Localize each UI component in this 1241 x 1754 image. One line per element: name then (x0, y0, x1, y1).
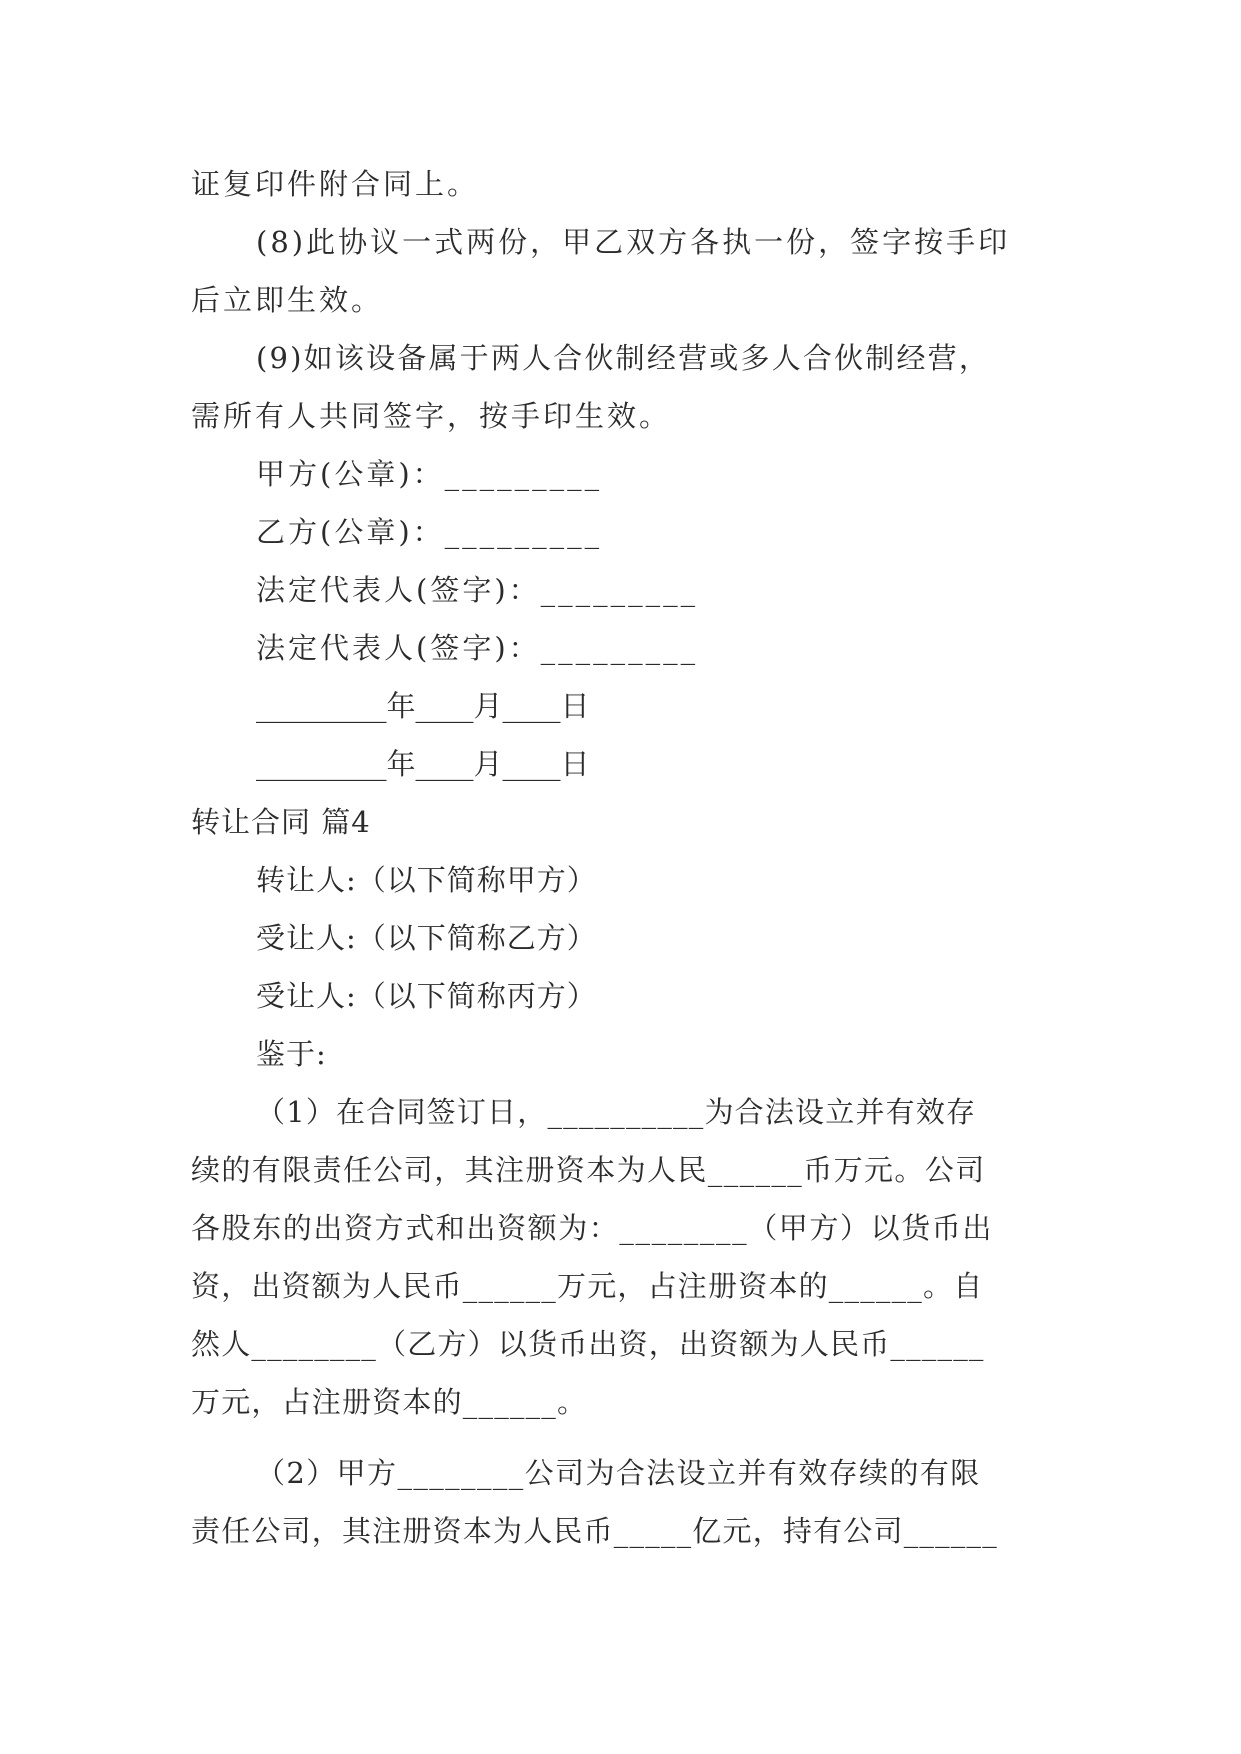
date-line: _________年____月____日 (256, 689, 590, 723)
transferor-line: 转让人:（以下简称甲方） (256, 863, 597, 897)
text-line: 后立即生效。 (191, 283, 384, 317)
text-line: 需所有人共同签字，按手印生效。 (191, 399, 672, 433)
clause-9-line: (9)如该设备属于两人合伙制经营或多人合伙制经营， (256, 341, 991, 375)
transferee-c-line: 受让人:（以下简称丙方） (256, 979, 597, 1013)
party-a-seal-line: 甲方(公章)：_________ (256, 457, 603, 491)
text-line: 责任公司，其注册资本为人民币_____亿元，持有公司______ (191, 1514, 998, 1548)
legal-rep-signature-line: 法定代表人(签字)：_________ (256, 631, 699, 665)
text-line: 续的有限责任公司，其注册资本为人民______币万元。公司 (191, 1153, 986, 1187)
section-heading: 转让合同 篇4 (191, 805, 371, 839)
recital-1-line: （1）在合同签订日，__________为合法设立并有效存 (256, 1095, 977, 1129)
date-line: _________年____月____日 (256, 747, 590, 781)
party-b-seal-line: 乙方(公章)：_________ (256, 515, 603, 549)
text-line: 万元，占注册资本的______。 (191, 1385, 588, 1419)
text-line: 各股东的出资方式和出资额为：________（甲方）以货币出 (191, 1211, 994, 1245)
transferee-b-line: 受让人:（以下简称乙方） (256, 921, 597, 955)
text-line: 然人________（乙方）以货币出资，出资额为人民币______ (191, 1327, 985, 1361)
recital-2-line: （2）甲方________公司为合法设立并有效存续的有限 (256, 1456, 981, 1490)
text-line: 资，出资额为人民币______万元，占注册资本的______。自 (191, 1269, 984, 1303)
clause-8-line: (8)此协议一式两份，甲乙双方各执一份，签字按手印 (256, 225, 1011, 259)
legal-rep-signature-line: 法定代表人(签字)：_________ (256, 573, 699, 607)
text-line: 证复印件附合同上。 (191, 167, 480, 201)
whereas-line: 鉴于: (256, 1037, 327, 1071)
